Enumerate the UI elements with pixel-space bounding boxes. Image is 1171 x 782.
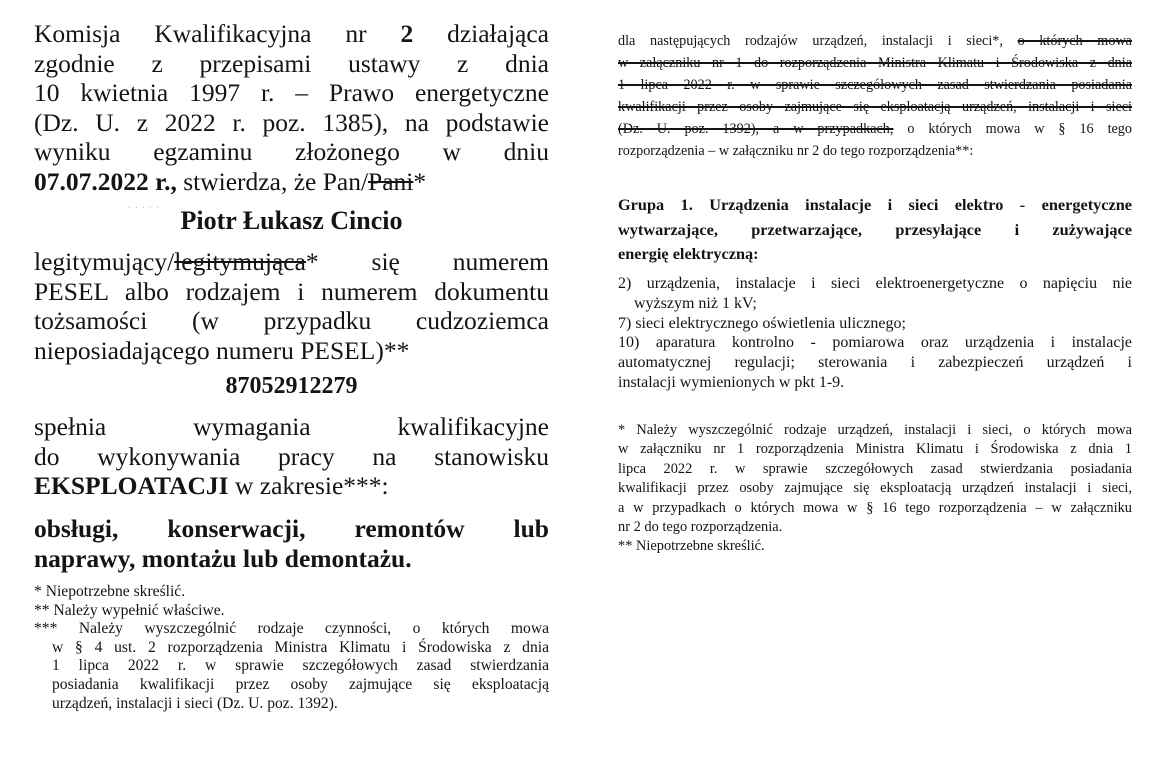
scan-artifact: · · · · · [128,203,160,214]
struck-text: o których mowa [1017,33,1132,49]
device-types-intro [618,30,1132,163]
device-items-list [618,274,1132,393]
text-run: rozporządzenia – w załączniku nr 2 do tego rozporządzenia**: [618,143,974,160]
text-run: PESEL albo rodzajem i numerem dokumentu [34,276,549,306]
text-line [34,639,549,658]
text-run: w zakresie***: [228,471,389,501]
text-run: * [413,166,427,196]
text-line [34,583,549,602]
text-line [618,74,1132,96]
text-run: kwalifikacji przez osoby zajmujące się eksploatacją urządzeń instalacji i sieci, [618,480,1132,497]
text-line [34,137,549,167]
bold-text: 2 [400,19,414,48]
scope-of-work [34,514,549,574]
text-run: a w przypadkach o których mowa w § 16 tego rozporządzenia – w załączniku [618,499,1132,516]
text-line [34,442,549,472]
text-run: obsługi, konserwacji, remontów lub [34,514,549,543]
text-run: wytwarzające, przetwarzające, przesyłające i zużywające [618,219,1132,239]
text-line [618,421,1132,440]
text-run: automatycznej regulacji; sterowania i zabezpieczeń urządzeń i [618,354,1132,372]
text-run: urządzeń, instalacji i sieci (Dz. U. poz. 1392). [52,694,338,712]
text-run: (Dz. U. z 2022 r. poz. 1385), na podstawie [34,107,549,137]
text-line [618,294,1132,314]
text-line [618,440,1132,459]
text-line [618,373,1132,393]
text-line [618,460,1132,479]
struck-text: Pani [368,166,414,196]
text-line [618,218,1132,243]
text-run: działająca [413,19,549,48]
text-run: tożsamości (w przypadku cudzoziemca [34,306,549,336]
text-line [34,695,549,714]
text-line [618,499,1132,518]
bold-text: 07.07.2022 r., [34,166,177,196]
text-line [34,657,549,676]
text-run: lipca 2022 r. w sprawie szczegółowych zasad stwierdzania posiadania [618,460,1132,477]
pesel-number: 87052912279 [225,373,358,399]
left-footnotes [34,583,549,713]
text-line [618,242,1132,267]
text-line [618,518,1132,537]
text-line [34,336,549,366]
text-run: o których mowa w § 16 tego [893,121,1132,138]
text-line [618,96,1132,118]
text-line [618,479,1132,498]
text-line [618,537,1132,556]
text-line [34,676,549,695]
text-line [618,118,1132,140]
struck-text: w załączniku nr 1 do rozporządzenia Ministra Klimatu i Środowiska z dnia [618,55,1132,72]
text-run: Grupa 1. Urządzenia instalacje i sieci elektro - energetyczne [618,195,1132,214]
text-run: w załączniku nr 1 rozporządzenia Ministra Klimatu i Środowiska z dnia 1 [618,441,1132,458]
text-run: wyższym niż 1 kV; [634,294,757,312]
text-line [618,333,1132,353]
text-run: * się numerem [305,247,549,276]
right-footnotes [618,421,1132,557]
text-run: energię elektryczną: [618,244,759,264]
text-line [34,19,549,49]
text-run: zgodnie z przepisami ustawy z dnia [34,48,549,78]
text-run: 2) urządzenia, instalacje i sieci elektroenergetyczne o napięciu nie [618,275,1132,292]
text-line [34,602,549,621]
text-run: naprawy, montażu lub demontażu. [34,544,412,573]
group-heading [618,193,1132,267]
text-run: legitymujący/ [34,247,175,276]
text-line [34,306,549,336]
commission-statement [34,19,549,197]
text-run: instalacji wymienionych w pkt 1-9. [618,373,845,391]
text-run: w § 4 ust. 2 rozporządzenia Ministra Klimatu i Środowiska z dnia [52,638,549,656]
text-line [34,471,549,501]
struck-text: kwalifikacji przez osoby zajmujące się eksploatacją urządzeń, instalacji i sieci [618,99,1132,116]
text-line [34,544,549,574]
bold-text: EKSPLOATACJI [34,471,229,501]
text-run: nr 2 do tego rozporządzenia. [618,519,783,536]
text-line [618,314,1132,334]
text-run: do wykonywania pracy na stanowisku [34,441,549,471]
text-run: 10) aparatura kontrolno - pomiarowa oraz urządzenia i instalacje [618,334,1132,352]
text-run: wyniku egzaminu złożonego w dniu [34,137,549,167]
text-run: * Należy wyszczególnić rodzaje urządzeń, instalacji i sieci, o których mowa [618,422,1132,438]
text-line [34,412,549,442]
struck-text: legitymująca [174,247,306,276]
text-run: Komisja Kwalifikacyjna nr [34,19,401,48]
text-line [618,52,1132,74]
text-line [34,620,549,639]
text-line [618,140,1132,162]
text-line [34,167,549,197]
text-run: posiadania kwalifikacji przez osoby zajmujące się eksploatacją [52,675,549,693]
text-run: *** Należy wyszczególnić rodzaje czynności, o których mowa [34,620,549,638]
text-line [34,78,549,108]
text-line [34,277,549,307]
holder-name: Piotr Łukasz Cincio [180,206,403,235]
struck-text: (Dz. U. poz. 1392), a w przypadkach, [618,121,894,138]
text-line [618,30,1132,52]
text-line [618,353,1132,373]
text-run: 7) sieci elektrycznego oświetlenia ulicznego; [618,314,906,332]
text-run: 10 kwietnia 1997 r. – Prawo energetyczne [34,78,549,108]
text-run: * Niepotrzebne skreślić. [34,583,186,600]
text-run: stwierdza, że Pan/ [176,166,369,196]
text-run: nieposiadającego numeru PESEL)** [34,335,410,365]
text-line [34,247,549,277]
text-line [618,274,1132,294]
text-line [34,108,549,138]
text-line [618,193,1132,218]
text-run: spełnia wymagania kwalifikacyjne [34,412,549,441]
text-run: ** Należy wypełnić właściwe. [34,601,225,619]
struck-text: 1 lipca 2022 r. w sprawie szczegółowych zasad stwierdzania posiadania [618,77,1132,94]
text-run: ** Niepotrzebne skreślić. [618,538,765,555]
text-run: 1 lipca 2022 r. w sprawie szczegółowych zasad stwierdzania [52,657,549,675]
text-run: dla następujących rodzajów urządzeń, instalacji i sieci*, [618,33,1018,49]
qualification-statement [34,412,549,501]
text-line [34,49,549,79]
text-line [34,514,549,544]
identification-statement [34,247,549,365]
